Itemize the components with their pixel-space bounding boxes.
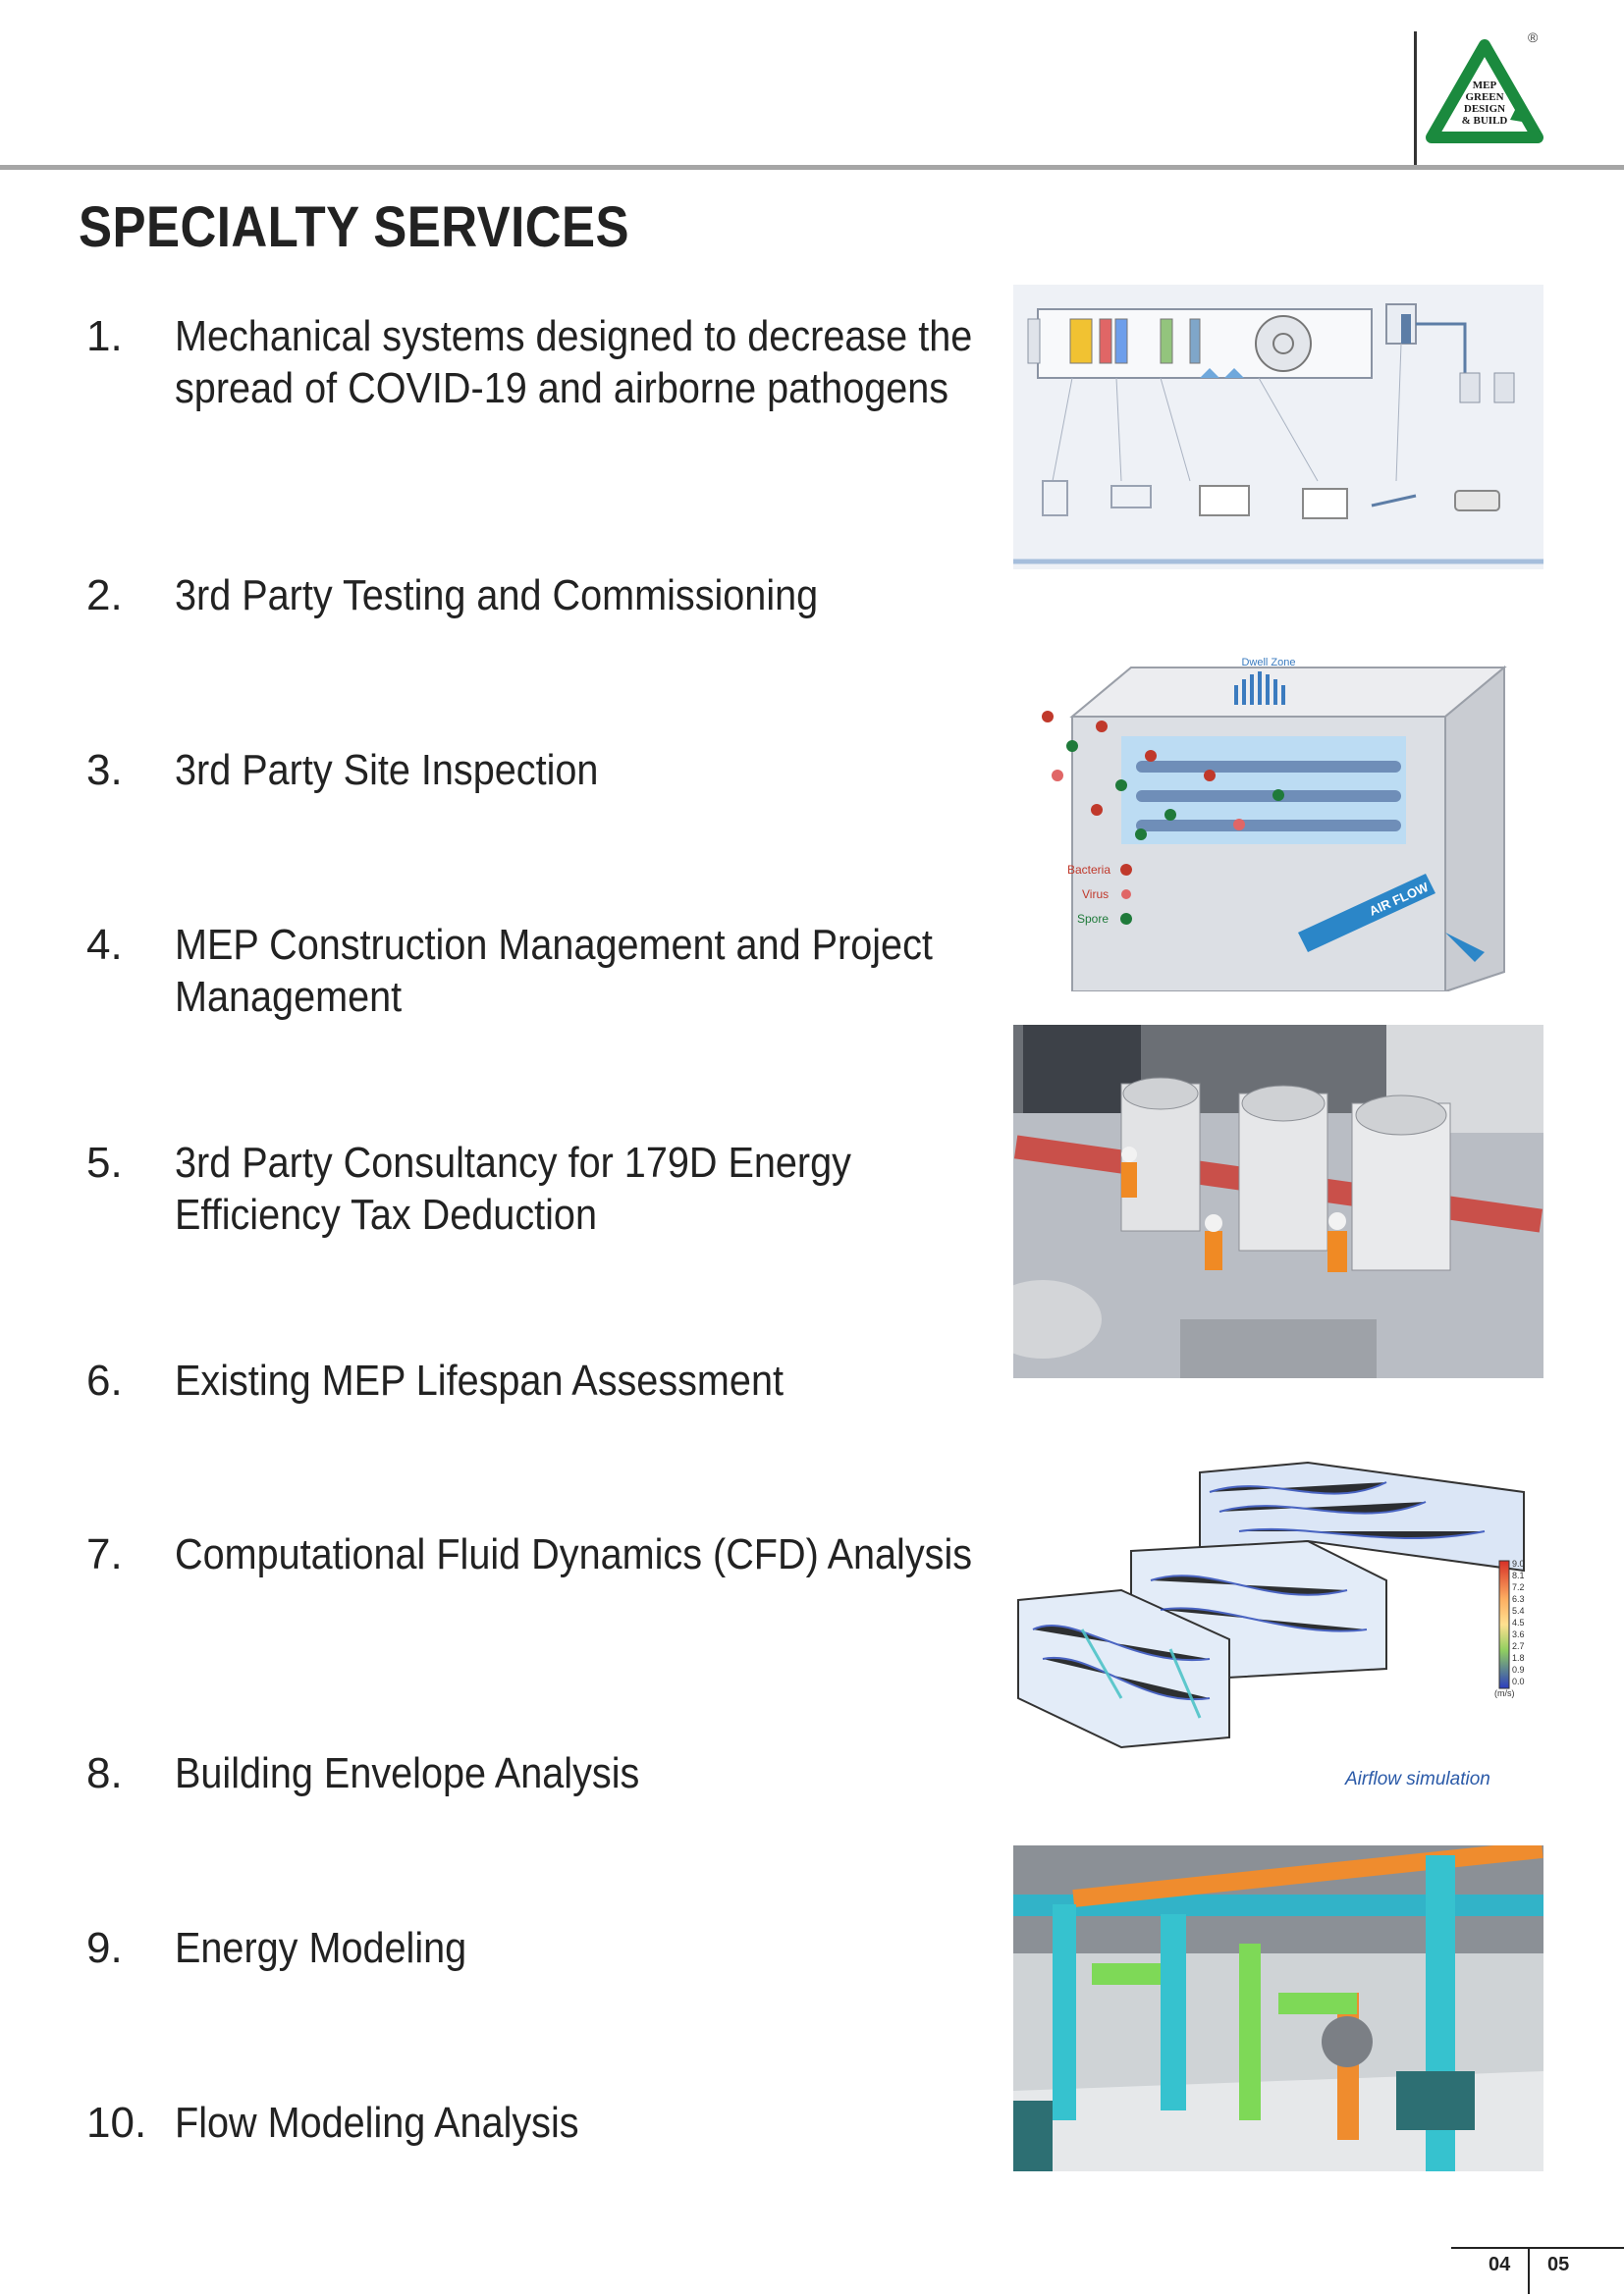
cfd-caption: Airflow simulation [1345,1769,1490,1789]
dwell-zone-label: Dwell Zone [1241,657,1296,668]
service-text: Energy Modeling [175,1924,467,1972]
page-number-right: 05 [1547,2254,1570,2275]
legend-spore-label: Spore [1077,912,1110,926]
service-text: Existing MEP Lifespan Assessment [175,1357,784,1405]
service-item-5 [86,1137,931,1241]
service-text: Building Envelope Analysis [175,1749,640,1797]
scale-tick: 9.0 [1512,1559,1525,1569]
service-item-7 [86,1528,973,1580]
logo-line-1: MEP [1472,80,1497,91]
service-text: 3rd Party Testing and Commissioning [175,571,819,619]
service-number: 5. [86,1139,123,1187]
service-item-10 [86,2097,931,2149]
footer-rule [1451,2247,1624,2249]
piping-room-photo [1013,1845,1543,2171]
service-item-9 [86,1922,931,1974]
scale-tick: 2.7 [1512,1641,1525,1651]
legend-bacteria-label: Bacteria [1067,863,1111,877]
scale-tick: 0.0 [1512,1677,1525,1686]
rooftop-units-photo [1013,1025,1543,1378]
service-number: 7. [86,1530,123,1578]
service-item-6 [86,1355,931,1407]
service-number: 3. [86,746,123,794]
service-text: 3rd Party Consultancy for 179D Energy Efficiency Tax Deduction [175,1139,851,1239]
page-separator [1528,2247,1530,2294]
header-rule [0,165,1624,170]
service-number: 6. [86,1357,123,1405]
scale-tick: 0.9 [1512,1665,1525,1675]
service-text: 3rd Party Site Inspection [175,746,599,794]
air-handler-diagram [1013,285,1543,569]
service-item-2 [86,569,931,621]
service-text: Mechanical systems designed to decrease the spread of COVID-19 and airborne pathogens [175,312,973,412]
service-number: 1. [86,312,123,360]
logo-line-4: & BUILD [1461,115,1508,127]
service-item-8 [86,1747,931,1799]
logo-line-3: DESIGN [1463,103,1506,115]
scale-unit: (m/s) [1494,1688,1515,1698]
scale-tick: 8.1 [1512,1571,1525,1580]
page-number-left: 04 [1489,2254,1511,2275]
company-logo [1426,39,1543,157]
service-number: 8. [86,1749,123,1797]
service-item-1 [86,310,973,414]
airflow-label: AIR FLOW [1367,879,1431,919]
service-item-4 [86,919,931,1023]
service-item-3 [86,744,931,796]
service-number: 9. [86,1924,123,1972]
scale-tick: 3.6 [1512,1629,1525,1639]
scale-tick: 6.3 [1512,1594,1525,1604]
service-number: 4. [86,921,123,969]
service-number: 2. [86,571,123,619]
logo-divider [1414,31,1417,167]
scale-tick: 7.2 [1512,1582,1525,1592]
logo-line-2: GREEN [1465,91,1504,103]
service-text: MEP Construction Management and Project Management [175,921,933,1021]
scale-tick: 5.4 [1512,1606,1525,1616]
service-text: Flow Modeling Analysis [175,2099,579,2147]
service-number: 10. [86,2099,147,2147]
page-title: SPECIALTY SERVICES [79,195,630,259]
scale-tick: 4.5 [1512,1618,1525,1628]
service-text: Computational Fluid Dynamics (CFD) Analysis [175,1530,973,1578]
scale-tick: 1.8 [1512,1653,1525,1663]
cfd-airflow-simulation [1013,1443,1543,1806]
legend-virus-label: Virus [1082,887,1110,901]
duct-uv-diagram [1013,628,1543,991]
registered-mark: ® [1528,29,1539,45]
